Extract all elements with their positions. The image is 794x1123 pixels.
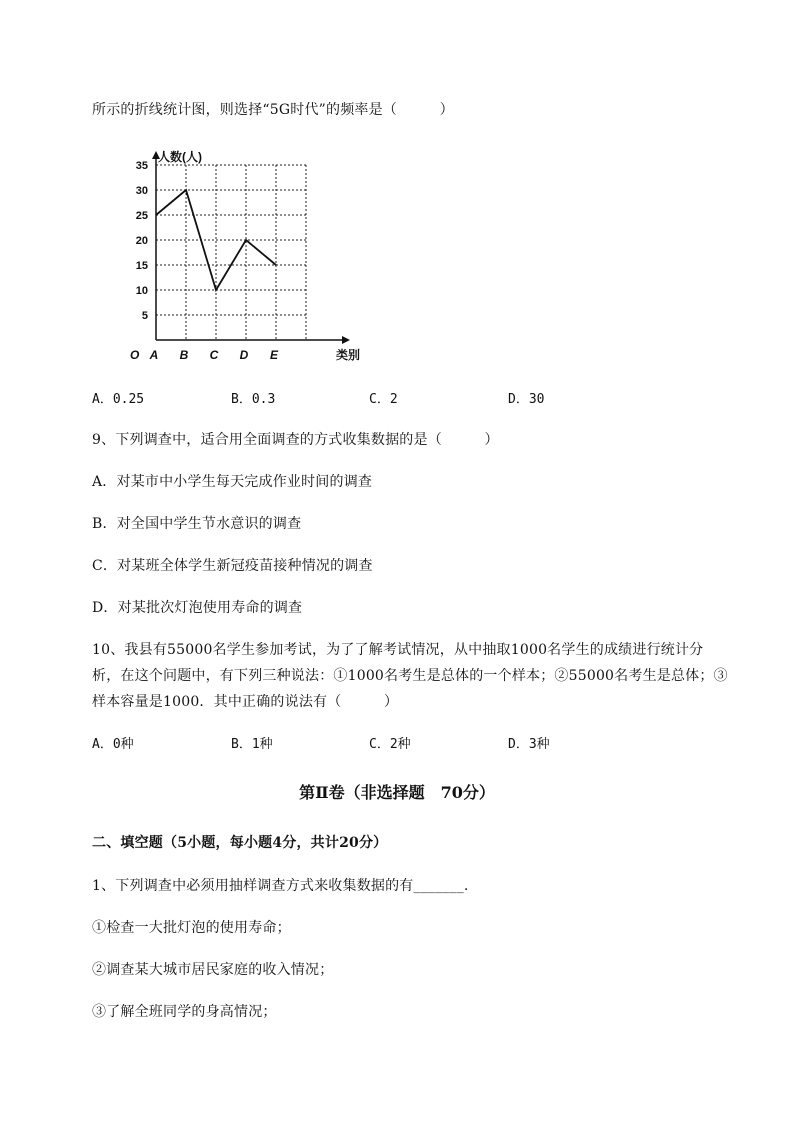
y-tick-label: 5 xyxy=(141,310,148,322)
x-axis-label: 类别 xyxy=(336,348,361,362)
q8-option-d[interactable]: D．30 xyxy=(508,392,545,407)
q9-option-d[interactable]: D．对某批次灯泡使用寿命的调查 xyxy=(92,600,303,616)
q10-option-b[interactable]: B．1种 xyxy=(231,737,273,752)
fill1-item-3: ③了解全班同学的身高情况； xyxy=(92,1004,277,1020)
q10-option-a[interactable]: A．0种 xyxy=(92,737,134,752)
y-tick-label: 10 xyxy=(135,285,148,297)
q10-option-c[interactable]: C．2种 xyxy=(369,737,411,752)
x-tick-label: C xyxy=(209,348,219,362)
x-tick-label: A xyxy=(149,348,159,362)
q8-option-a[interactable]: A．0.25 xyxy=(92,392,145,407)
q9-option-b[interactable]: B．对全国中学生节水意识的调查 xyxy=(92,516,302,532)
y-tick-label: 30 xyxy=(135,185,148,197)
part2-title: 第Ⅱ卷（非选择题 70分） xyxy=(299,783,495,802)
q10-line-1: 10、我县有55000名学生参加考试，为了了解考试情况，从中抽取1000名学生的成绩进行统计分 xyxy=(92,642,704,658)
q9-option-a[interactable]: A．对某市中小学生每天完成作业时间的调查 xyxy=(92,474,373,490)
chart-labels xyxy=(130,149,360,362)
fill1-stem: 1、下列调查中必须用抽样调查方式来收集数据的有_______. xyxy=(92,878,469,894)
line-chart xyxy=(108,140,361,365)
q8-stem-tail: 所示的折线统计图，则选择“5G时代”的频率是（ ） xyxy=(92,102,454,118)
fill1-item-1: ①检查一大批灯泡的使用寿命； xyxy=(92,920,291,936)
x-tick-label: D xyxy=(239,348,249,362)
section-heading: 二、填空题（5小题，每小题4分，共计20分） xyxy=(92,835,388,851)
q10-line-2: 析，在这个问题中，有下列三种说法：①1000名考生是总体的一个样本；②55000名考生是总体；③ xyxy=(92,668,728,684)
q8-option-b[interactable]: B．0.3 xyxy=(231,392,276,407)
x-tick-label: B xyxy=(179,348,189,362)
q9-option-c[interactable]: C．对某班全体学生新冠疫苗接种情况的调查 xyxy=(92,558,373,574)
y-axis-label: 人数(人) xyxy=(158,150,202,164)
x-tick-label: E xyxy=(269,348,279,362)
q8-option-c[interactable]: C．2 xyxy=(369,392,398,407)
y-tick-label: 15 xyxy=(135,260,148,272)
chart-grid xyxy=(156,165,306,340)
q9-stem: 9、下列调查中，适合用全面调查的方式收集数据的是（ ） xyxy=(92,432,499,448)
y-tick-label: 35 xyxy=(135,160,148,172)
q10-line-3: 样本容量是1000．其中正确的说法有（ ） xyxy=(92,694,399,710)
x-axis-arrow xyxy=(342,336,350,344)
y-tick-label: 20 xyxy=(135,235,148,247)
y-tick-label: 25 xyxy=(135,210,148,222)
origin-label: O xyxy=(130,348,140,362)
fill1-item-2: ②调查某大城市居民家庭的收入情况； xyxy=(92,962,334,978)
q10-option-d[interactable]: D．3种 xyxy=(508,737,550,752)
